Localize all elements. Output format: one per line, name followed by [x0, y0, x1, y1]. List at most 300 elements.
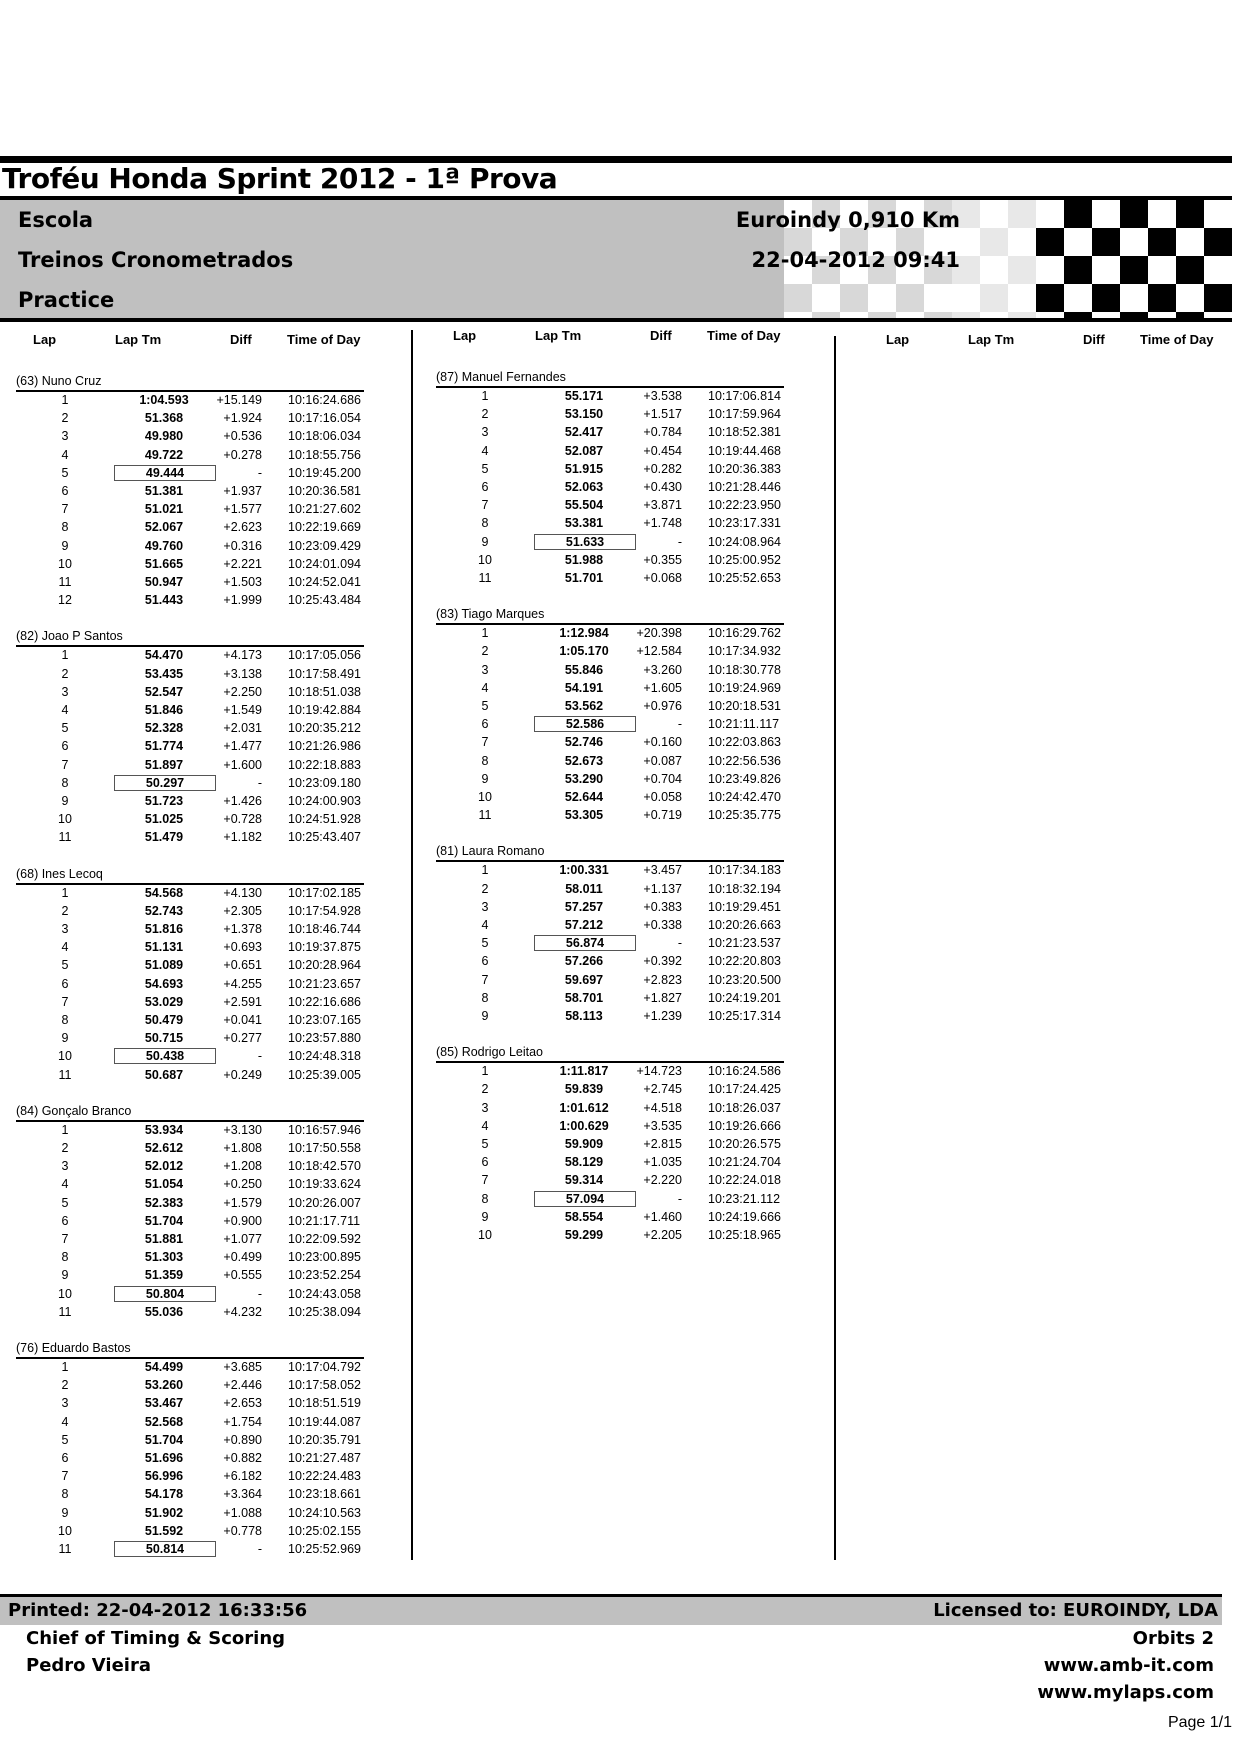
lap-time: 57.266	[564, 954, 604, 969]
driver-name: (81) Laura Romano	[436, 844, 545, 859]
lap-diff: +4.255	[223, 976, 262, 991]
lap-row	[432, 1210, 792, 1228]
lap-number: 3	[481, 1100, 489, 1115]
lap-diff: +0.499	[223, 1250, 262, 1265]
lap-time: 51.915	[564, 461, 604, 476]
lap-time: 52.328	[144, 721, 184, 736]
lap-time: 52.612	[144, 1141, 184, 1155]
lap-number: 9	[481, 534, 489, 549]
lap-time: 54.568	[144, 885, 184, 900]
time-of-day: 10:23:21.112	[708, 1191, 781, 1206]
lap-row	[12, 940, 372, 958]
flag-square	[896, 284, 924, 312]
lap-time: 53.435	[144, 666, 184, 681]
lap-time: 49.722	[144, 447, 184, 462]
lap-number: 9	[481, 1209, 489, 1224]
driver-name: (84) Gonçalo Branco	[16, 1103, 132, 1118]
time-of-day: 10:22:09.592	[288, 1232, 361, 1246]
lap-number: 2	[61, 411, 69, 426]
lap-row	[12, 922, 372, 940]
lap-row	[432, 553, 792, 571]
driver-name: (76) Eduardo Bastos	[16, 1341, 131, 1355]
time-of-day: 10:25:52.969	[288, 1542, 361, 1556]
lap-diff: +1.460	[643, 1209, 682, 1224]
lap-diff: +2.623	[223, 520, 262, 535]
lap-diff: +15.149	[216, 393, 262, 407]
lap-number: 5	[61, 465, 69, 480]
lap-row	[12, 557, 372, 575]
lap-number: 3	[481, 662, 489, 677]
lap-time: 57.212	[564, 918, 604, 932]
lap-row	[12, 667, 372, 685]
lap-time: 51.846	[144, 703, 184, 717]
lap-row	[12, 502, 372, 520]
driver-name: (85) Rodrigo Leitao	[436, 1045, 544, 1060]
lap-time: 53.934	[144, 1122, 184, 1137]
time-of-day: 10:25:35.775	[708, 808, 781, 823]
time-of-day: 10:17:02.185	[288, 885, 361, 900]
lap-row	[12, 721, 372, 739]
lap-time: 52.012	[144, 1159, 184, 1174]
lap-time: 53.260	[144, 1378, 184, 1393]
driver-underline	[436, 386, 784, 388]
lap-number: 4	[481, 1118, 489, 1133]
lap-time: 51.381	[144, 484, 184, 498]
lap-number: 11	[478, 571, 492, 585]
lap-diff: +3.457	[643, 863, 682, 878]
lap-number: 7	[61, 994, 69, 1009]
lap-time: 58.129	[564, 1155, 604, 1170]
lap-time: 49.444	[114, 465, 216, 481]
lap-time: 51.633	[534, 534, 636, 550]
lap-diff: +0.693	[223, 940, 262, 955]
lap-diff: +0.278	[223, 447, 262, 462]
lap-time: 53.305	[564, 808, 604, 823]
column-divider-1	[411, 330, 413, 1560]
lap-row	[12, 1250, 372, 1268]
lap-row	[12, 1487, 372, 1505]
lap-row	[432, 772, 792, 790]
lap-row	[432, 444, 792, 462]
lap-number: 7	[61, 502, 69, 517]
lap-diff: +2.815	[643, 1137, 682, 1151]
lap-time: 51.089	[144, 958, 184, 973]
time-of-day: 10:23:49.826	[708, 771, 781, 786]
lap-time: 55.504	[564, 498, 604, 513]
lap-row	[432, 516, 792, 534]
driver-underline	[16, 645, 364, 647]
lap-time: 52.417	[564, 425, 604, 440]
lap-number: 1	[481, 1064, 489, 1079]
lap-diff: +0.316	[223, 538, 262, 553]
lap-time: 50.947	[144, 575, 184, 589]
lap-row	[12, 886, 372, 904]
lap-time: 51.592	[144, 1523, 184, 1538]
lap-row	[12, 776, 372, 794]
lap-row	[12, 575, 372, 593]
lap-row	[432, 882, 792, 900]
lap-diff: +2.031	[223, 721, 262, 736]
lap-diff: -	[677, 1191, 682, 1206]
lap-row	[12, 1378, 372, 1396]
lap-number: 1	[481, 863, 489, 878]
lap-diff: +2.823	[643, 972, 682, 987]
time-of-day: 10:20:36.581	[288, 484, 361, 498]
lap-diff: +1.378	[223, 922, 262, 936]
time-of-day: 10:24:01.094	[288, 556, 361, 571]
lap-number: 5	[61, 1432, 69, 1447]
lap-number: 7	[61, 757, 69, 772]
lap-diff: +0.355	[643, 552, 682, 567]
time-of-day: 10:22:03.863	[708, 735, 781, 750]
flag-square	[980, 228, 1008, 256]
lap-time: 51.021	[144, 502, 184, 517]
time-of-day: 10:24:08.964	[708, 534, 781, 549]
flag-square	[840, 284, 868, 312]
lap-row	[12, 1068, 372, 1086]
lap-time: 51.359	[144, 1268, 184, 1283]
lap-time: 51.368	[144, 411, 184, 426]
time-of-day: 10:16:24.686	[288, 393, 361, 407]
lap-number: 10	[58, 1286, 72, 1301]
lap-row	[12, 1415, 372, 1433]
lap-row	[12, 1451, 372, 1469]
lap-diff: +1.999	[223, 593, 262, 608]
lap-row	[12, 1506, 372, 1524]
col-header-diff: Diff	[650, 328, 672, 343]
lap-diff: +0.338	[643, 918, 682, 932]
lap-diff: +0.778	[223, 1523, 262, 1538]
lap-diff: +0.704	[643, 771, 682, 786]
lap-number: 10	[478, 552, 492, 567]
timing-person: Pedro Vieira	[26, 1655, 151, 1676]
col-header-diff: Diff	[230, 332, 252, 347]
time-of-day: 10:24:19.666	[708, 1209, 781, 1224]
lap-time: 59.697	[564, 972, 604, 987]
time-of-day: 10:21:26.986	[288, 739, 361, 754]
lap-diff: +1.208	[223, 1159, 262, 1174]
lap-number: 11	[58, 1067, 72, 1082]
lap-diff: +0.976	[643, 699, 682, 713]
session-type: Practice	[18, 288, 115, 312]
lap-number: 10	[478, 1228, 492, 1242]
time-of-day: 10:25:38.094	[288, 1304, 361, 1319]
lap-diff: +1.924	[223, 411, 262, 426]
lap-time: 1:11.817	[559, 1064, 609, 1079]
lap-time: 54.470	[144, 648, 184, 663]
lap-row	[432, 663, 792, 681]
lap-number: 10	[58, 1523, 72, 1538]
lap-row	[12, 1123, 372, 1141]
lap-row	[12, 739, 372, 757]
time-of-day: 10:19:24.969	[708, 680, 781, 695]
time-of-day: 10:18:46.744	[288, 922, 361, 936]
time-of-day: 10:19:45.200	[288, 465, 361, 480]
lap-diff: -	[677, 936, 682, 951]
lap-time: 51.881	[144, 1232, 184, 1246]
session-name: Treinos Cronometrados	[18, 248, 294, 272]
lap-row	[432, 1137, 792, 1155]
lap-row	[12, 520, 372, 538]
lap-diff: +2.653	[223, 1396, 262, 1411]
time-of-day: 10:25:17.314	[708, 1009, 781, 1023]
lap-number: 2	[61, 1141, 69, 1155]
lap-diff: +0.728	[223, 812, 262, 827]
lap-row	[432, 808, 792, 826]
lap-number: 9	[61, 1268, 69, 1283]
lap-number: 6	[481, 480, 489, 494]
flag-square	[1148, 228, 1176, 256]
lap-row	[432, 1064, 792, 1082]
time-of-day: 10:21:24.704	[708, 1155, 781, 1170]
lap-diff: +0.383	[643, 899, 682, 914]
time-of-day: 10:19:33.624	[288, 1177, 361, 1192]
time-of-day: 10:20:26.575	[708, 1137, 781, 1151]
lap-row	[432, 790, 792, 808]
lap-row	[432, 918, 792, 936]
time-of-day: 10:21:11.117	[708, 717, 780, 732]
lap-number: 8	[481, 753, 489, 768]
time-of-day: 10:25:43.407	[288, 830, 361, 845]
time-of-day: 10:16:24.586	[708, 1064, 781, 1079]
lap-time: 51.303	[144, 1250, 184, 1265]
time-of-day: 10:25:18.965	[708, 1228, 781, 1242]
flag-square	[1064, 284, 1092, 312]
lap-row	[432, 699, 792, 717]
lap-row	[432, 1173, 792, 1191]
lap-diff: -	[257, 1286, 262, 1301]
time-of-day: 10:21:27.602	[288, 502, 361, 517]
lap-diff: +3.138	[223, 666, 262, 681]
lap-number: 9	[61, 1031, 69, 1046]
lap-row	[12, 958, 372, 976]
time-of-day: 10:24:00.903	[288, 794, 361, 808]
lap-diff: +4.130	[223, 885, 262, 900]
flag-square	[1176, 228, 1204, 256]
lap-diff: +0.555	[223, 1268, 262, 1283]
lap-number: 8	[61, 1250, 69, 1265]
lap-number: 5	[61, 1195, 69, 1210]
time-of-day: 10:18:32.194	[708, 881, 781, 896]
flag-square	[1148, 256, 1176, 284]
time-of-day: 10:21:28.446	[708, 480, 781, 494]
lap-diff: +3.538	[643, 389, 682, 403]
lap-time: 53.150	[564, 407, 604, 422]
lap-diff: +1.035	[643, 1155, 682, 1170]
time-of-day: 10:24:43.058	[288, 1286, 361, 1301]
lap-number: 5	[481, 936, 489, 951]
lap-number: 1	[61, 1360, 69, 1374]
class-name: Escola	[18, 208, 94, 232]
lap-time: 55.846	[564, 662, 604, 677]
session-datetime: 22-04-2012 09:41	[751, 248, 960, 272]
lap-diff: +3.130	[223, 1122, 262, 1137]
lap-row	[12, 429, 372, 447]
lap-row	[12, 1268, 372, 1286]
lap-row	[12, 1542, 372, 1560]
printed-timestamp: Printed: 22-04-2012 16:33:56	[8, 1600, 308, 1621]
lap-diff: +1.137	[643, 881, 682, 896]
lap-time: 52.383	[144, 1195, 184, 1210]
page-number: Page 1/1	[1167, 1714, 1232, 1731]
lap-row	[432, 1009, 792, 1027]
time-of-day: 10:20:26.007	[288, 1195, 361, 1210]
time-of-day: 10:19:26.666	[708, 1118, 781, 1133]
time-of-day: 10:17:50.558	[288, 1141, 361, 1155]
col-header-time-of-day: Time of Day	[707, 328, 781, 343]
col-header-lap: Lap	[33, 332, 57, 347]
flag-square	[952, 284, 980, 312]
lap-row	[432, 717, 792, 735]
lap-diff: +3.260	[643, 662, 682, 677]
time-of-day: 10:17:54.928	[288, 903, 361, 918]
lap-number: 8	[61, 520, 69, 535]
lap-diff: -	[257, 1542, 262, 1556]
lap-time: 51.704	[144, 1213, 184, 1228]
lap-number: 11	[58, 1304, 72, 1319]
lap-diff: +1.182	[223, 830, 262, 845]
lap-number: 3	[481, 425, 489, 440]
lap-number: 4	[481, 918, 489, 932]
time-of-day: 10:25:00.952	[708, 552, 781, 567]
lap-time: 52.746	[564, 735, 604, 750]
lap-diff: +1.077	[223, 1232, 262, 1246]
lap-diff: -	[677, 717, 682, 732]
lap-number: 5	[481, 461, 489, 476]
flag-square	[1008, 256, 1036, 284]
lap-row	[12, 794, 372, 812]
flag-square	[784, 284, 812, 312]
lap-diff: +2.250	[223, 684, 262, 699]
lap-time: 58.701	[564, 990, 604, 1005]
lap-time: 51.704	[144, 1432, 184, 1447]
lap-row	[12, 812, 372, 830]
lap-row	[432, 644, 792, 662]
time-of-day: 10:23:57.880	[288, 1031, 361, 1046]
time-of-day: 10:17:16.054	[288, 411, 361, 426]
time-of-day: 10:22:24.018	[708, 1173, 781, 1188]
lap-row	[432, 754, 792, 772]
lap-number: 1	[61, 885, 69, 900]
flag-square	[1204, 228, 1232, 256]
time-of-day: 10:20:28.964	[288, 958, 361, 973]
lap-row	[12, 1433, 372, 1451]
lap-row	[432, 863, 792, 881]
lap-time: 49.980	[144, 429, 184, 444]
lap-diff: +0.882	[223, 1451, 262, 1465]
lap-row	[432, 1155, 792, 1173]
lap-time: 53.290	[564, 771, 604, 786]
time-of-day: 10:23:09.429	[288, 538, 361, 553]
lap-diff: +0.282	[643, 461, 682, 476]
track-name: Euroindy 0,910 Km	[735, 208, 960, 232]
lap-time: 50.687	[144, 1067, 184, 1082]
lap-diff: +1.549	[223, 703, 262, 717]
lap-time: 59.299	[564, 1228, 604, 1242]
flag-square	[1092, 228, 1120, 256]
lap-time: 52.067	[144, 520, 184, 535]
lap-number: 8	[481, 1191, 489, 1206]
lap-row	[432, 389, 792, 407]
lap-row	[12, 830, 372, 848]
flag-square	[1120, 228, 1148, 256]
lap-row	[432, 1192, 792, 1210]
software-name: Orbits 2	[1132, 1628, 1214, 1649]
lap-number: 5	[481, 1137, 489, 1151]
time-of-day: 10:18:30.778	[708, 662, 781, 677]
time-of-day: 10:18:51.519	[288, 1396, 361, 1411]
lap-row	[432, 973, 792, 991]
lap-diff: +1.754	[223, 1414, 262, 1429]
lap-row	[432, 1228, 792, 1246]
lap-number: 2	[481, 1082, 489, 1097]
lap-row	[12, 685, 372, 703]
lap-diff: +3.871	[643, 498, 682, 513]
time-of-day: 10:23:52.254	[288, 1268, 361, 1283]
driver-name: (87) Manuel Fernandes	[436, 370, 566, 384]
lap-number: 11	[58, 1542, 72, 1556]
lap-time: 58.113	[565, 1009, 603, 1023]
col-header-time-of-day: Time of Day	[1140, 332, 1214, 347]
lap-number: 6	[481, 954, 489, 969]
lap-diff: +0.068	[643, 571, 682, 585]
lap-row	[12, 1141, 372, 1159]
col-header-lap-time: Lap Tm	[968, 332, 1015, 347]
time-of-day: 10:19:44.468	[708, 443, 781, 458]
lap-number: 11	[58, 575, 72, 589]
flag-square	[1092, 200, 1120, 228]
lap-diff: +2.220	[643, 1173, 682, 1188]
time-of-day: 10:25:39.005	[288, 1067, 361, 1082]
lap-time: 57.257	[564, 899, 604, 914]
lap-time: 52.644	[564, 790, 604, 804]
lap-row	[12, 1196, 372, 1214]
time-of-day: 10:22:20.803	[708, 954, 781, 969]
lap-time: 54.499	[144, 1360, 184, 1374]
lap-number: 5	[61, 721, 69, 736]
lap-diff: +2.305	[223, 903, 262, 918]
lap-diff: +1.579	[223, 1195, 262, 1210]
lap-row	[432, 425, 792, 443]
lap-time: 51.897	[144, 757, 184, 772]
lap-diff: -	[257, 1049, 262, 1064]
lap-number: 9	[481, 771, 489, 786]
time-of-day: 10:23:00.895	[288, 1250, 361, 1265]
lap-diff: +0.041	[223, 1013, 262, 1027]
driver-underline	[436, 860, 784, 862]
lap-diff: -	[257, 775, 262, 790]
lap-row	[432, 462, 792, 480]
lap-number: 8	[481, 516, 489, 531]
lap-row	[432, 954, 792, 972]
time-of-day: 10:18:42.570	[288, 1159, 361, 1174]
lap-time: 52.087	[564, 443, 604, 458]
lap-time: 1:12.984	[559, 626, 609, 641]
flag-square	[1176, 284, 1204, 312]
lap-number: 10	[58, 1049, 72, 1064]
flag-square	[1036, 256, 1064, 284]
lap-diff: +0.087	[643, 753, 682, 768]
lap-row	[432, 498, 792, 516]
lap-time: 52.743	[144, 903, 184, 918]
lap-row	[12, 448, 372, 466]
lap-diff: -	[677, 534, 682, 549]
lap-time: 51.696	[144, 1451, 184, 1465]
lap-time: 51.774	[144, 739, 184, 754]
lap-time: 1:00.331	[559, 863, 609, 878]
time-of-day: 10:25:02.155	[288, 1523, 361, 1538]
lap-time: 50.814	[114, 1541, 216, 1557]
